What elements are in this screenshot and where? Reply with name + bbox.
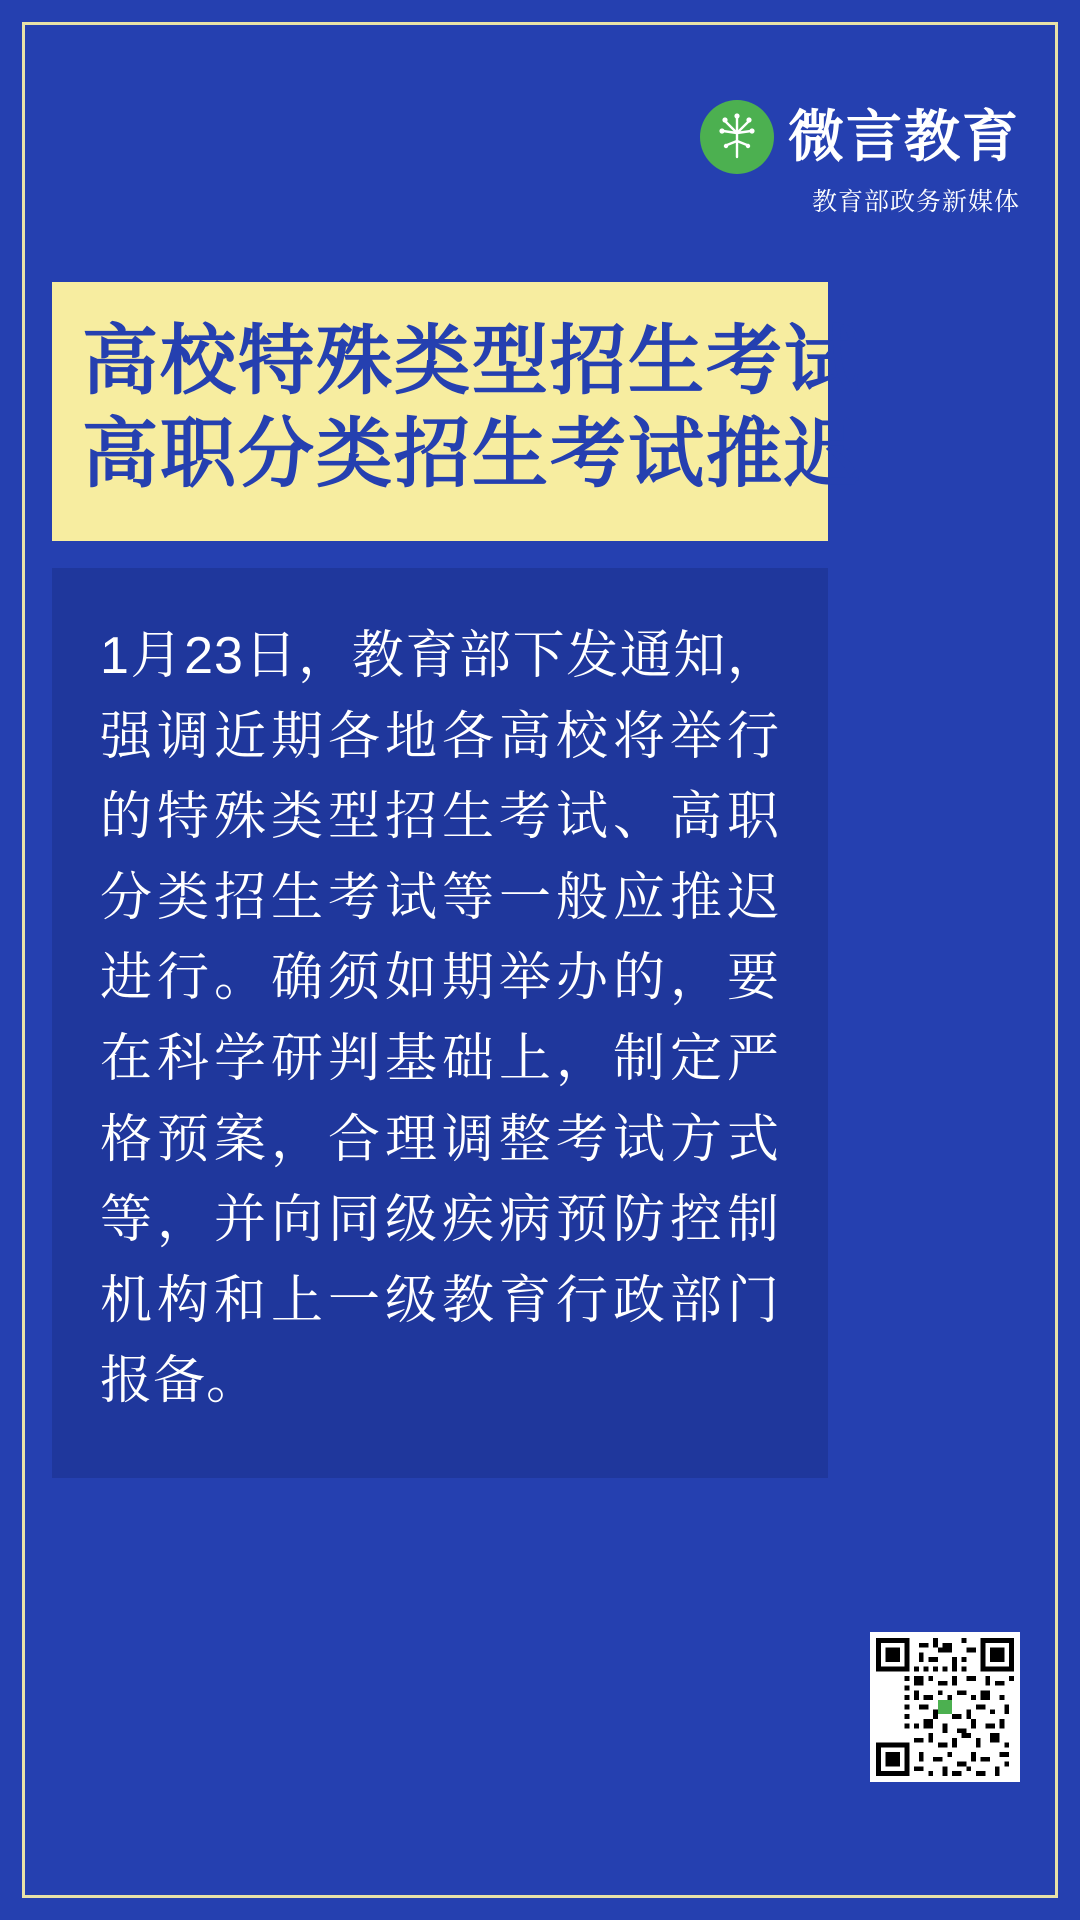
poster-body-card — [52, 568, 828, 1478]
qr-code[interactable] — [870, 1632, 1020, 1782]
brand-name: 微言教育 — [788, 105, 1020, 168]
page-title-line-2: 高职分类招生考试推迟 — [82, 411, 862, 497]
brand-logo-row — [700, 100, 1020, 174]
brand-header — [700, 100, 1020, 218]
body-paragraph: 1月23日，教育部下发通知，强调近期各地各高校将举行的特殊类型招生考试、高职分类招生考试等一般应推迟进行。确须如期举办的，要在科学研判基础上，制定严格预案，合理调整考试方式等，并向同级疾病预防控制机构和上一级教育行政部门报备。 — [100, 627, 780, 1411]
page-title-line-1: 高校特殊类型招生考试 — [82, 319, 862, 404]
brand-subtitle: 教育部政务新媒体 — [811, 188, 1020, 216]
poster-title-card — [52, 282, 862, 541]
dandelion-icon — [700, 100, 774, 174]
